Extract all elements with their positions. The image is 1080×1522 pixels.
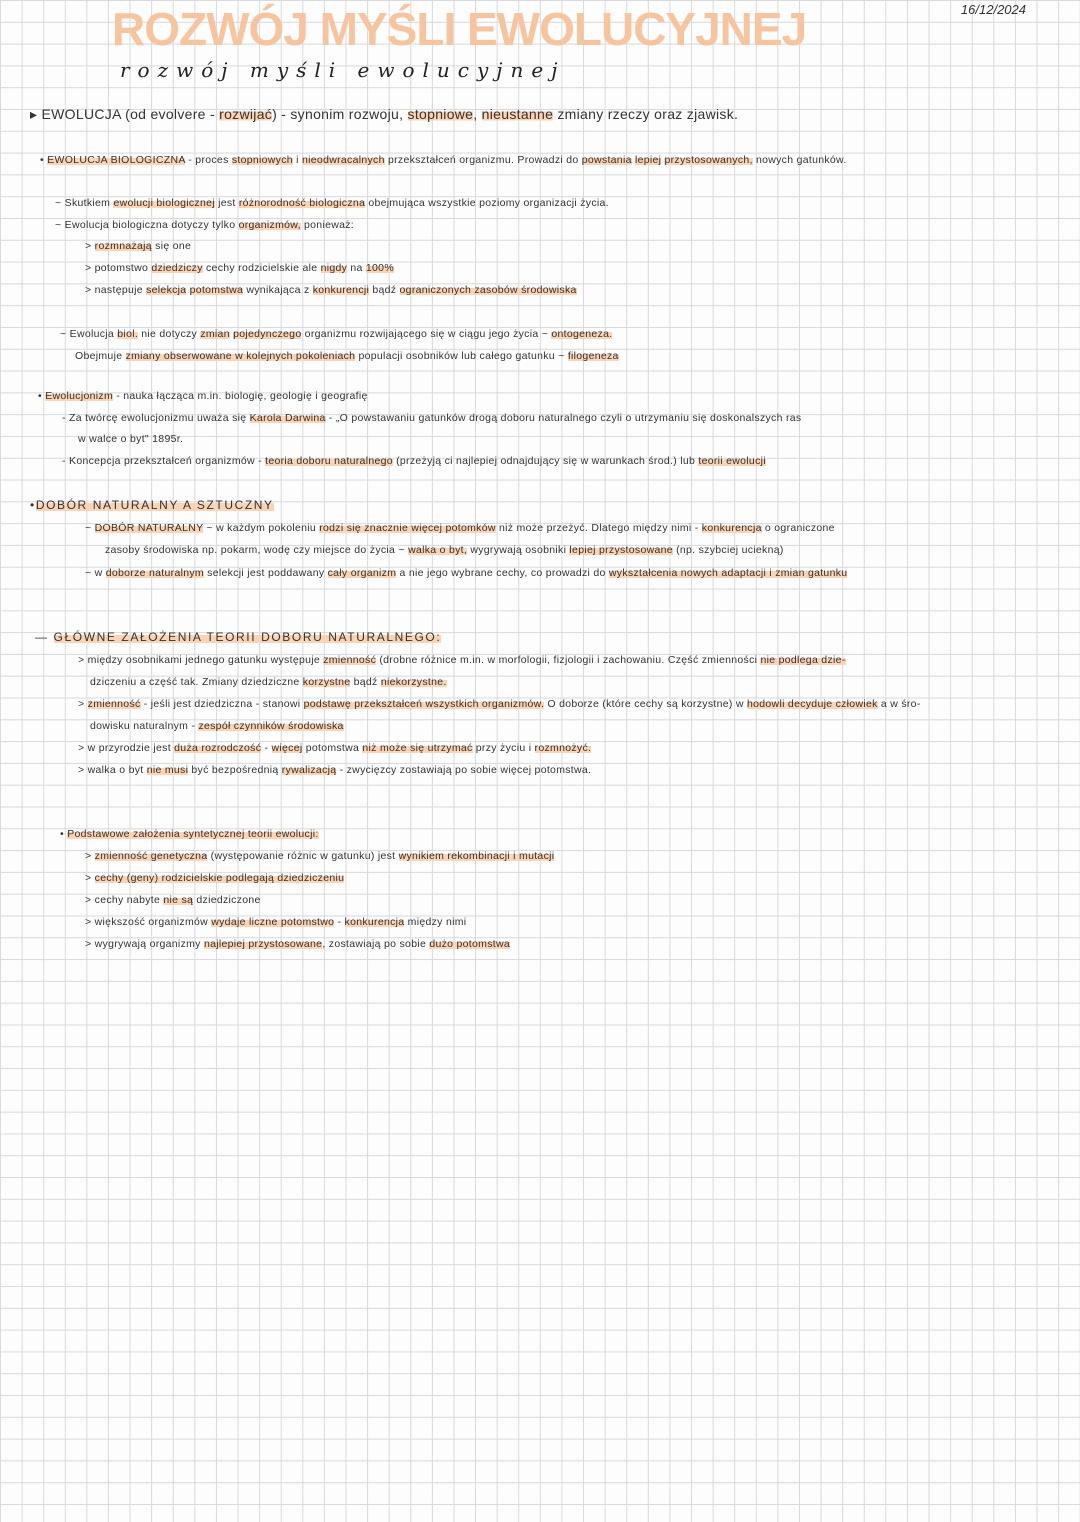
note-text: nie dotyczy [138, 328, 201, 340]
note-text: dziedziczone [193, 894, 261, 906]
highlighted-text: przystosowanych, [664, 154, 753, 166]
note-text: • [30, 498, 36, 512]
page-title: ROZWÓJ MYŚLI EWOLUCYJNEJ [112, 3, 807, 55]
highlighted-text: rodzi się znacznie więcej potomków [319, 522, 496, 534]
highlighted-text: korzystne [302, 676, 351, 688]
highlighted-text: konkurencja [344, 916, 405, 928]
highlighted-text: duża rozrodczość [174, 742, 262, 754]
highlighted-text: zmienność genetyczna [94, 850, 208, 862]
note-line [90, 674, 447, 690]
note-line [85, 520, 835, 536]
note-text: > [85, 850, 95, 862]
note-line [38, 388, 368, 404]
note-text: przekształceń organizmu. Prowadzi do [384, 154, 582, 166]
note-text: niż może przeżyć. Dlatego między nimi - [495, 522, 702, 534]
note-text: ponieważ: [300, 219, 355, 231]
note-text: • [40, 154, 48, 166]
note-text: > między osobnikami jednego gatunku występuje [78, 654, 324, 666]
note-text: wynikająca z [243, 284, 313, 296]
note-text: - „O powstawaniu gatunków drogą doboru naturalnego czyli o utrzymaniu się doskonalszych ras [325, 412, 802, 424]
highlighted-text: lepiej przystosowane [569, 544, 673, 556]
highlighted-text: najlepiej przystosowane [203, 938, 323, 950]
highlighted-text: hodowli decyduje człowiek [747, 698, 878, 710]
note-line [85, 282, 577, 298]
note-text: nowych gatunków. [752, 154, 847, 166]
highlighted-text: ewolucji biologicznej [113, 197, 215, 209]
note-line [105, 542, 784, 558]
highlighted-text: konkurencji [312, 284, 370, 296]
highlighted-text: nigdy [320, 262, 348, 274]
highlighted-text: ograniczonych zasobów środowiska [399, 284, 577, 296]
note-text: potomstwa [302, 742, 363, 754]
highlighted-text: biol. [117, 328, 139, 340]
note-text: Obejmuje [75, 350, 126, 362]
note-text: dziczeniu a część tak. Zmiany dziedziczne [90, 676, 303, 688]
note-line [78, 431, 183, 447]
note-text: na [347, 262, 366, 274]
note-text: ▸ EWOLUCJA [30, 106, 126, 122]
note-text: (przeżyją ci najlepiej odnajdujący się w warunkach środ.) lub [392, 455, 699, 467]
note-line [85, 565, 847, 581]
note-text: zmiany rzeczy oraz zjawisk. [553, 106, 739, 122]
highlighted-text: nieustanne [481, 106, 554, 122]
note-line [62, 410, 801, 426]
note-text: - [334, 916, 345, 928]
page-title-script: rozwój myśli ewolucyjnej [120, 58, 566, 82]
note-text: • [60, 828, 68, 840]
note-text: > w przyrodzie jest [78, 742, 175, 754]
note-line [78, 696, 921, 712]
note-line [30, 106, 738, 122]
highlighted-text: rozmnażają [94, 240, 152, 252]
note-text: a nie jego wybrane cechy, co prowadzi do [396, 567, 609, 579]
note-line [85, 870, 344, 886]
note-line [78, 652, 846, 668]
highlighted-text: dziedziczy [151, 262, 203, 274]
highlighted-text: zmian [200, 328, 230, 340]
highlighted-text: GŁÓWNE ZAŁOŻENIA TEORII DOBORU NATURALNEGO: [53, 630, 442, 644]
highlighted-text: wydaje liczne potomstwo [211, 916, 335, 928]
highlighted-text: walka o byt, [408, 544, 468, 556]
note-line [85, 892, 261, 908]
highlighted-text: lepiej [634, 154, 662, 166]
highlighted-text: Karola Darwina [249, 412, 326, 424]
note-line [40, 152, 847, 168]
highlighted-text: DOBÓR NATURALNY [94, 522, 204, 534]
note-text: jest [214, 197, 239, 209]
highlighted-text: Podstawowe założenia syntetycznej teorii ewolucji: [67, 828, 319, 840]
note-line [62, 453, 766, 469]
highlighted-text: nie podlega dzie- [760, 654, 846, 666]
highlighted-text: różnorodność biologiczna [238, 197, 366, 209]
note-text: ~ [85, 522, 95, 534]
note-line [85, 238, 191, 254]
note-text: i [292, 154, 303, 166]
note-text: ~ Ewolucja biologiczna dotyczy tylko [55, 219, 239, 231]
note-text: > wygrywają organizmy [85, 938, 204, 950]
highlighted-text: rywalizacją [281, 764, 337, 776]
note-text: - zwycięzcy zostawiają po sobie więcej potomstwa. [336, 764, 592, 776]
highlighted-text: nie są [163, 894, 194, 906]
note-line [78, 740, 591, 756]
note-text: , [473, 106, 482, 122]
note-text: (od evolvere - [125, 106, 220, 122]
note-text: > [78, 698, 88, 710]
note-text: dowisku naturalnym - [90, 720, 199, 732]
note-text: w walce o byt" 1895r. [78, 433, 184, 445]
highlighted-text: zespół czynników środowiska [198, 720, 344, 732]
highlighted-text: doborze naturalnym [105, 567, 204, 579]
note-line [85, 260, 394, 276]
note-text: (drobne różnice m.in. w morfologii, fizjologii i zachowaniu. Część zmienności [376, 654, 761, 666]
note-text: - proces [185, 154, 232, 166]
note-text: (np. szybciej uciekną) [672, 544, 784, 556]
note-text: bądź [369, 284, 400, 296]
note-text: wygrywają osobniki [467, 544, 570, 556]
note-text: a w śro- [877, 698, 921, 710]
note-text: > walka o byt [78, 764, 147, 776]
highlighted-text: nie musi [146, 764, 189, 776]
note-line [90, 718, 344, 734]
highlighted-text: niekorzystne. [380, 676, 447, 688]
highlighted-text: rozwijać [219, 106, 273, 122]
note-line [60, 326, 612, 342]
note-text: O doborze (które cechy są korzystne) w [544, 698, 747, 710]
note-text: > większość organizmów [85, 916, 212, 928]
highlighted-text: nieodwracalnych [302, 154, 385, 166]
note-text: organizmu rozwijającego się w ciągu jego życia ~ [301, 328, 552, 340]
date: 16/12/2024 [960, 2, 1026, 17]
note-text: ~ Skutkiem [55, 197, 114, 209]
note-text: się one [151, 240, 192, 252]
note-line [30, 497, 274, 513]
highlighted-text: Ewolucjonizm [45, 390, 113, 402]
note-text: - nauka łącząca m.in. biologię, geologię i geografię [113, 390, 368, 402]
highlighted-text: podstawę przekształceń wszystkich organizmów. [303, 698, 545, 710]
note-text: ~ w każdym pokoleniu [203, 522, 320, 534]
note-text: > [85, 240, 95, 252]
highlighted-text: cały organizm [327, 567, 397, 579]
note-text: przy życiu i [472, 742, 535, 754]
highlighted-text: cechy (geny) rodzicielskie podlegają dziedziczeniu [94, 872, 345, 884]
note-text: • [38, 390, 46, 402]
highlighted-text: filogeneza [567, 350, 619, 362]
highlighted-text: teoria doboru naturalnego [265, 455, 393, 467]
highlighted-text: dużo potomstwa [429, 938, 510, 950]
highlighted-text: więcej [271, 742, 303, 754]
highlighted-text: DOBÓR NATURALNY A SZTUCZNY [35, 498, 274, 512]
note-text: ) - synonim rozwoju, [272, 106, 408, 122]
highlighted-text: potomstwa [189, 284, 244, 296]
highlighted-text: wykształcenia nowych adaptacji i zmian gatunku [608, 567, 848, 579]
highlighted-text: zmiany obserwowane w kolejnych pokoleniach [125, 350, 356, 362]
note-text: o ograniczone [761, 522, 835, 534]
note-line [60, 826, 319, 842]
note-text: - Za twórcę ewolucjonizmu uważa się [62, 412, 250, 424]
note-text: - jeśli jest dziedziczna - stanowi [140, 698, 304, 710]
note-text: > cechy nabyte [85, 894, 164, 906]
note-text: > potomstwo [85, 262, 152, 274]
highlighted-text: stopniowych [231, 154, 293, 166]
note-text: cechy rodzicielskie ale [202, 262, 321, 274]
note-text: obejmująca wszystkie poziomy organizacji życia. [365, 197, 609, 209]
note-text: , zostawiają po sobie [322, 938, 430, 950]
note-line [55, 195, 609, 211]
highlighted-text: EWOLUCJA BIOLOGICZNA [47, 154, 186, 166]
highlighted-text: stopniowe [407, 106, 474, 122]
note-line [75, 348, 619, 364]
note-line [78, 762, 591, 778]
note-text: selekcji jest poddawany [203, 567, 328, 579]
highlighted-text: powstania [581, 154, 632, 166]
note-text: - [261, 742, 272, 754]
note-text: populacji osobników lub całego gatunku ~ [355, 350, 568, 362]
note-text: > następuje [85, 284, 147, 296]
note-text: - Koncepcja przekształceń organizmów - [62, 455, 266, 467]
note-text: między nimi [404, 916, 467, 928]
note-line [85, 936, 510, 952]
highlighted-text: 100% [365, 262, 394, 274]
note-line [55, 217, 354, 233]
note-text: zasoby środowiska np. pokarm, wodę czy miejsce do życia ~ [105, 544, 409, 556]
note-line [35, 629, 441, 645]
highlighted-text: zmienność [323, 654, 377, 666]
note-text: bądź [350, 676, 381, 688]
highlighted-text: teorii ewolucji [698, 455, 766, 467]
highlighted-text: konkurencja [701, 522, 762, 534]
highlighted-text: organizmów, [238, 219, 301, 231]
highlighted-text: zmienność [87, 698, 141, 710]
highlighted-text: wynikiem rekombinacji i mutacji [398, 850, 555, 862]
highlighted-text: niż może się utrzymać [362, 742, 473, 754]
highlighted-text: rozmnożyć. [534, 742, 592, 754]
note-text: ~ Ewolucja [60, 328, 118, 340]
note-line [85, 914, 466, 930]
note-text: (występowanie różnic w gatunku) jest [207, 850, 399, 862]
note-text: być bezpośrednią [188, 764, 282, 776]
highlighted-text: selekcja [146, 284, 187, 296]
note-text: — [35, 630, 54, 644]
note-line [85, 848, 554, 864]
highlighted-text: ontogeneza. [551, 328, 613, 340]
note-text: ~ w [85, 567, 106, 579]
note-text: > [85, 872, 95, 884]
highlighted-text: pojedynczego [233, 328, 302, 340]
